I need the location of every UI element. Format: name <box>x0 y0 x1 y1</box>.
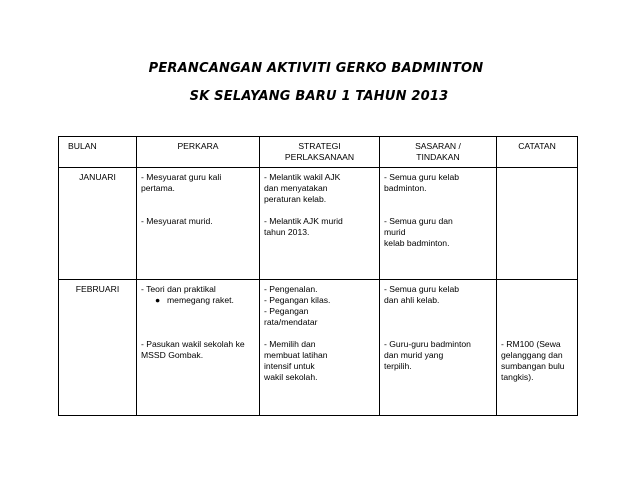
cell-catatan <box>497 280 578 416</box>
table-header-row <box>59 137 578 168</box>
table-row-februari <box>59 280 578 416</box>
cell-sasaran <box>380 168 497 280</box>
cell-sasaran <box>380 280 497 416</box>
perkara-item: - Mesyuarat guru kali pertama. <box>141 172 222 193</box>
sasaran-item: - Semua guru dan murid kelab badminton. <box>384 216 453 248</box>
sasaran-item: - Semua guru kelab badminton. <box>384 172 459 193</box>
perkara-bullet <box>141 295 255 306</box>
cell-strategi <box>260 168 380 280</box>
bullet-icon: ● <box>155 295 161 305</box>
catatan-item: - RM100 (Sewa gelanggang dan sumbangan bulu tangkis). <box>501 339 565 382</box>
cell-bulan: FEBRUARI <box>59 280 137 416</box>
sasaran-item: - Guru-guru badminton dan murid yang terpilih. <box>384 339 471 371</box>
cell-perkara <box>137 280 260 416</box>
cell-strategi <box>260 280 380 416</box>
table-row-januari <box>59 168 578 280</box>
sasaran-item: - Semua guru kelab dan ahli kelab. <box>384 284 459 305</box>
column-header-strategi: STRATEGI PERLAKSANAAN <box>260 137 380 168</box>
activity-plan-table <box>58 136 578 416</box>
perkara-item: - Teori dan praktikal <box>141 284 216 294</box>
strategi-item: - Memilih dan membuat latihan intensif untuk wakil sekolah. <box>264 339 328 382</box>
column-header-bulan: BULAN <box>59 137 137 168</box>
cell-catatan <box>497 168 578 280</box>
cell-perkara <box>137 168 260 280</box>
perkara-item: - Pasukan wakil sekolah ke MSSD Gombak. <box>141 339 245 360</box>
strategi-item: - Pengenalan. - Pegangan kilas. - Pegangan rata/mendatar <box>264 284 331 327</box>
strategi-item: - Melantik wakil AJK dan menyatakan peraturan kelab. <box>264 172 341 204</box>
strategi-item: - Melantik AJK murid tahun 2013. <box>264 216 343 237</box>
perkara-item: - Mesyuarat murid. <box>141 216 213 226</box>
column-header-catatan: CATATAN <box>497 137 578 168</box>
perkara-bullet-text: memegang raket. <box>167 295 234 305</box>
column-header-perkara: PERKARA <box>137 137 260 168</box>
document-title: PERANCANGAN AKTIVITI GERKO BADMINTON <box>148 61 484 76</box>
column-header-sasaran: SASARAN / TINDAKAN <box>380 137 497 168</box>
cell-bulan: JANUARI <box>59 168 137 280</box>
document-subtitle: SK SELAYANG BARU 1 TAHUN 2013 <box>189 89 449 104</box>
